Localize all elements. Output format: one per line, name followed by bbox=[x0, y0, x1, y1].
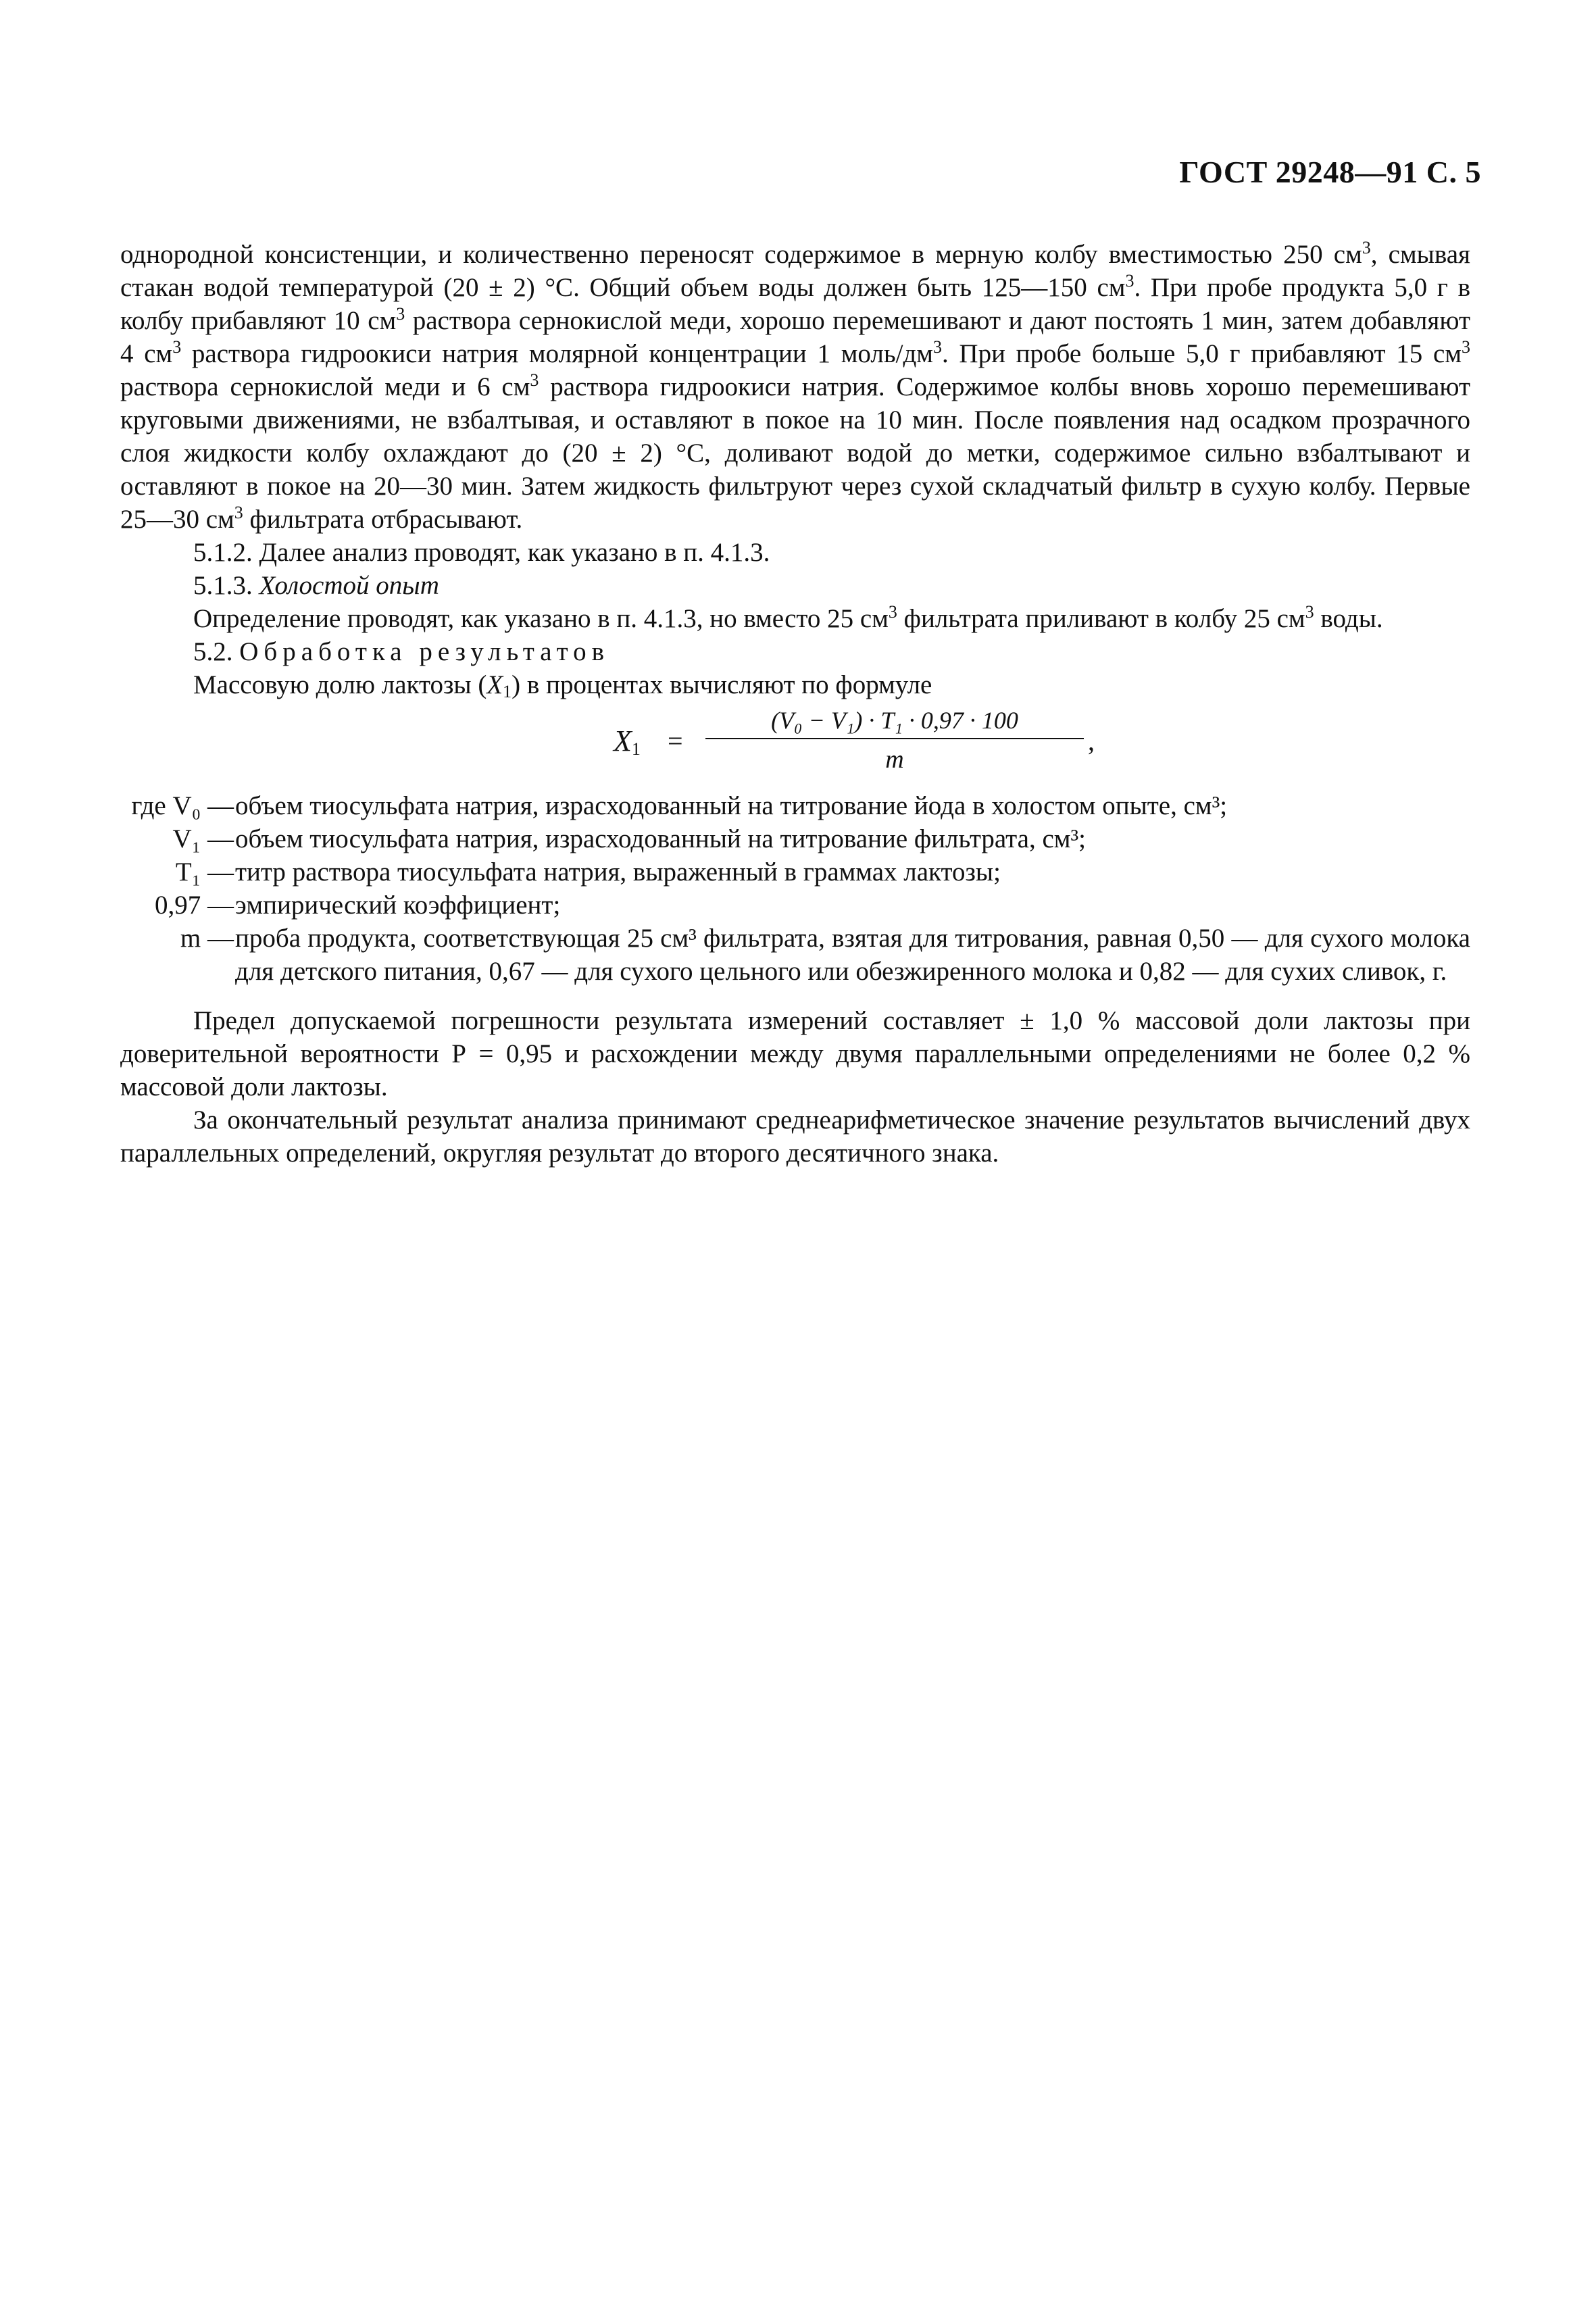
section-number: 5.1.3. bbox=[193, 571, 253, 600]
formula-lhs bbox=[614, 724, 641, 757]
definition-symbol: V₁ — bbox=[172, 824, 234, 853]
intro-text-8: раствора гидроокиси натрия. Содержимое колбы вновь хорошо перемешивают круговыми движениями, не взбалтывая, и оставляют в покое на 10 мин. После появления над осадком прозрачного слоя жидкости колбу охлаждают до (20 ± 2) °С, доливают водой до метки, содержимое сильно взбалтывают и оставляют в покое на 20—30 мин. Затем жидкость фильтруют через сухой складчатый фильтр в сухую колбу. Первые 25—30 см bbox=[120, 372, 1470, 534]
definition-symbol: T₁ — bbox=[175, 857, 234, 887]
intro-text-2: , смывая стакан водой температурой (20 ± 2) °С. Общий объем воды должен быть 125—150 см bbox=[120, 240, 1470, 302]
definition-item bbox=[120, 855, 1470, 889]
section-title: Холостой опыт bbox=[259, 571, 439, 600]
formula-denominator: m bbox=[885, 745, 904, 774]
superscript: 3 bbox=[888, 602, 897, 622]
superscript: 3 bbox=[396, 304, 405, 324]
precision-paragraph: Предел допускаемой погрешности результата измерений составляет ± 1,0 % массовой доли лактозы при доверительной вероятности Р = 0,95 и расхождении между двумя параллельными определениями не более 0,2 % массовой доли лактозы. bbox=[120, 1006, 1470, 1101]
definition-text: титр раствора тиосульфата натрия, выраженный в граммах лактозы; bbox=[235, 857, 1001, 887]
formula-subscript: 1 bbox=[631, 739, 641, 759]
equals-sign: = bbox=[668, 726, 683, 756]
section-title: Обработка результатов bbox=[239, 637, 610, 666]
definition-item bbox=[120, 789, 1470, 822]
definition-symbol: m — bbox=[180, 924, 234, 953]
definition-symbol: где V₀ — bbox=[131, 791, 234, 820]
intro-text-6: . При пробе больше 5,0 г прибавляют 15 см bbox=[941, 339, 1462, 368]
blank-text-2: фильтрата приливают в колбу 25 см bbox=[897, 604, 1305, 633]
superscript: 3 bbox=[1462, 337, 1470, 357]
intro-text-3: . При пробе продукта 5,0 г в колбу прибавляют 10 см bbox=[120, 273, 1471, 335]
blank-text-3: воды. bbox=[1314, 604, 1383, 633]
intro-text-7: раствора сернокислой меди и 6 см bbox=[120, 372, 530, 401]
section-number: 5.2. bbox=[193, 637, 233, 666]
section-5-2 bbox=[120, 635, 1470, 668]
superscript: 3 bbox=[530, 370, 539, 390]
superscript: 3 bbox=[234, 503, 243, 522]
definition-item bbox=[120, 922, 1470, 988]
intro-text-9: фильтрата отбрасывают. bbox=[243, 505, 523, 534]
formula-numerator: (V₀ − V₁) · T₁ · 0,97 · 100 bbox=[771, 707, 1018, 734]
formula-variable: X bbox=[614, 724, 632, 757]
definition-symbol: 0,97 — bbox=[155, 891, 234, 920]
intro-text-1: однородной консистенции, и количественно переносят содержимое в мерную колбу вместимостью 250 см bbox=[120, 240, 1362, 269]
formula-intro-text-1: Массовую долю лактозы ( bbox=[193, 670, 487, 699]
formula-intro-text-2: ) в процентах вычисляют по формуле bbox=[512, 670, 932, 699]
superscript: 3 bbox=[932, 337, 942, 357]
subscript: 1 bbox=[503, 682, 512, 701]
variable: X bbox=[487, 670, 503, 699]
definition-text: объем тиосульфата натрия, израсходованный на титрование йода в холостом опыте, см³; bbox=[235, 791, 1228, 820]
superscript: 3 bbox=[172, 337, 182, 357]
formula-intro bbox=[120, 668, 1470, 701]
intro-text-5: раствора гидроокиси натрия молярной концентрации 1 моль/дм bbox=[181, 339, 933, 368]
body-text bbox=[120, 238, 1470, 1170]
superscript: 3 bbox=[1125, 271, 1134, 291]
spacer bbox=[120, 988, 1470, 1004]
superscript: 3 bbox=[1362, 238, 1371, 257]
section-5-1-2: 5.1.2. Далее анализ проводят, как указано в п. 4.1.3. bbox=[193, 538, 770, 567]
definition-text: объем тиосульфата натрия, израсходованный на титрование фильтрата, см³; bbox=[235, 824, 1086, 853]
intro-text-4: раствора сернокислой меди, хорошо перемешивают и дают постоять 1 мин, затем добавляют 4 см bbox=[120, 306, 1470, 368]
definition-item bbox=[120, 822, 1470, 855]
blank-test-paragraph bbox=[120, 602, 1470, 635]
final-paragraph: За окончательный результат анализа принимают среднеарифметическое значение результатов вычислений двух параллельных определений, округляя результат до второго десятичного знака. bbox=[120, 1105, 1470, 1168]
formula-comma: , bbox=[1088, 726, 1095, 756]
definitions-list bbox=[120, 789, 1470, 988]
intro-paragraph bbox=[120, 238, 1470, 536]
definition-text: проба продукта, соответствующая 25 см³ фильтрата, взятая для титрования, равная 0,50 — для сухого молока для детского питания, 0,67 — для сухого цельного или обезжиренного молока и 0,82 — для сухих сливок, г. bbox=[235, 924, 1470, 986]
section-5-1-3 bbox=[120, 569, 1470, 602]
definition-text: эмпирический коэффициент; bbox=[235, 891, 561, 920]
formula bbox=[120, 704, 1470, 780]
definition-item bbox=[120, 889, 1470, 922]
fraction-bar bbox=[705, 738, 1084, 739]
superscript: 3 bbox=[1305, 602, 1314, 622]
blank-text-1: Определение проводят, как указано в п. 4.1.3, но вместо 25 см bbox=[193, 604, 889, 633]
page-header: ГОСТ 29248—91 С. 5 bbox=[1179, 155, 1481, 189]
